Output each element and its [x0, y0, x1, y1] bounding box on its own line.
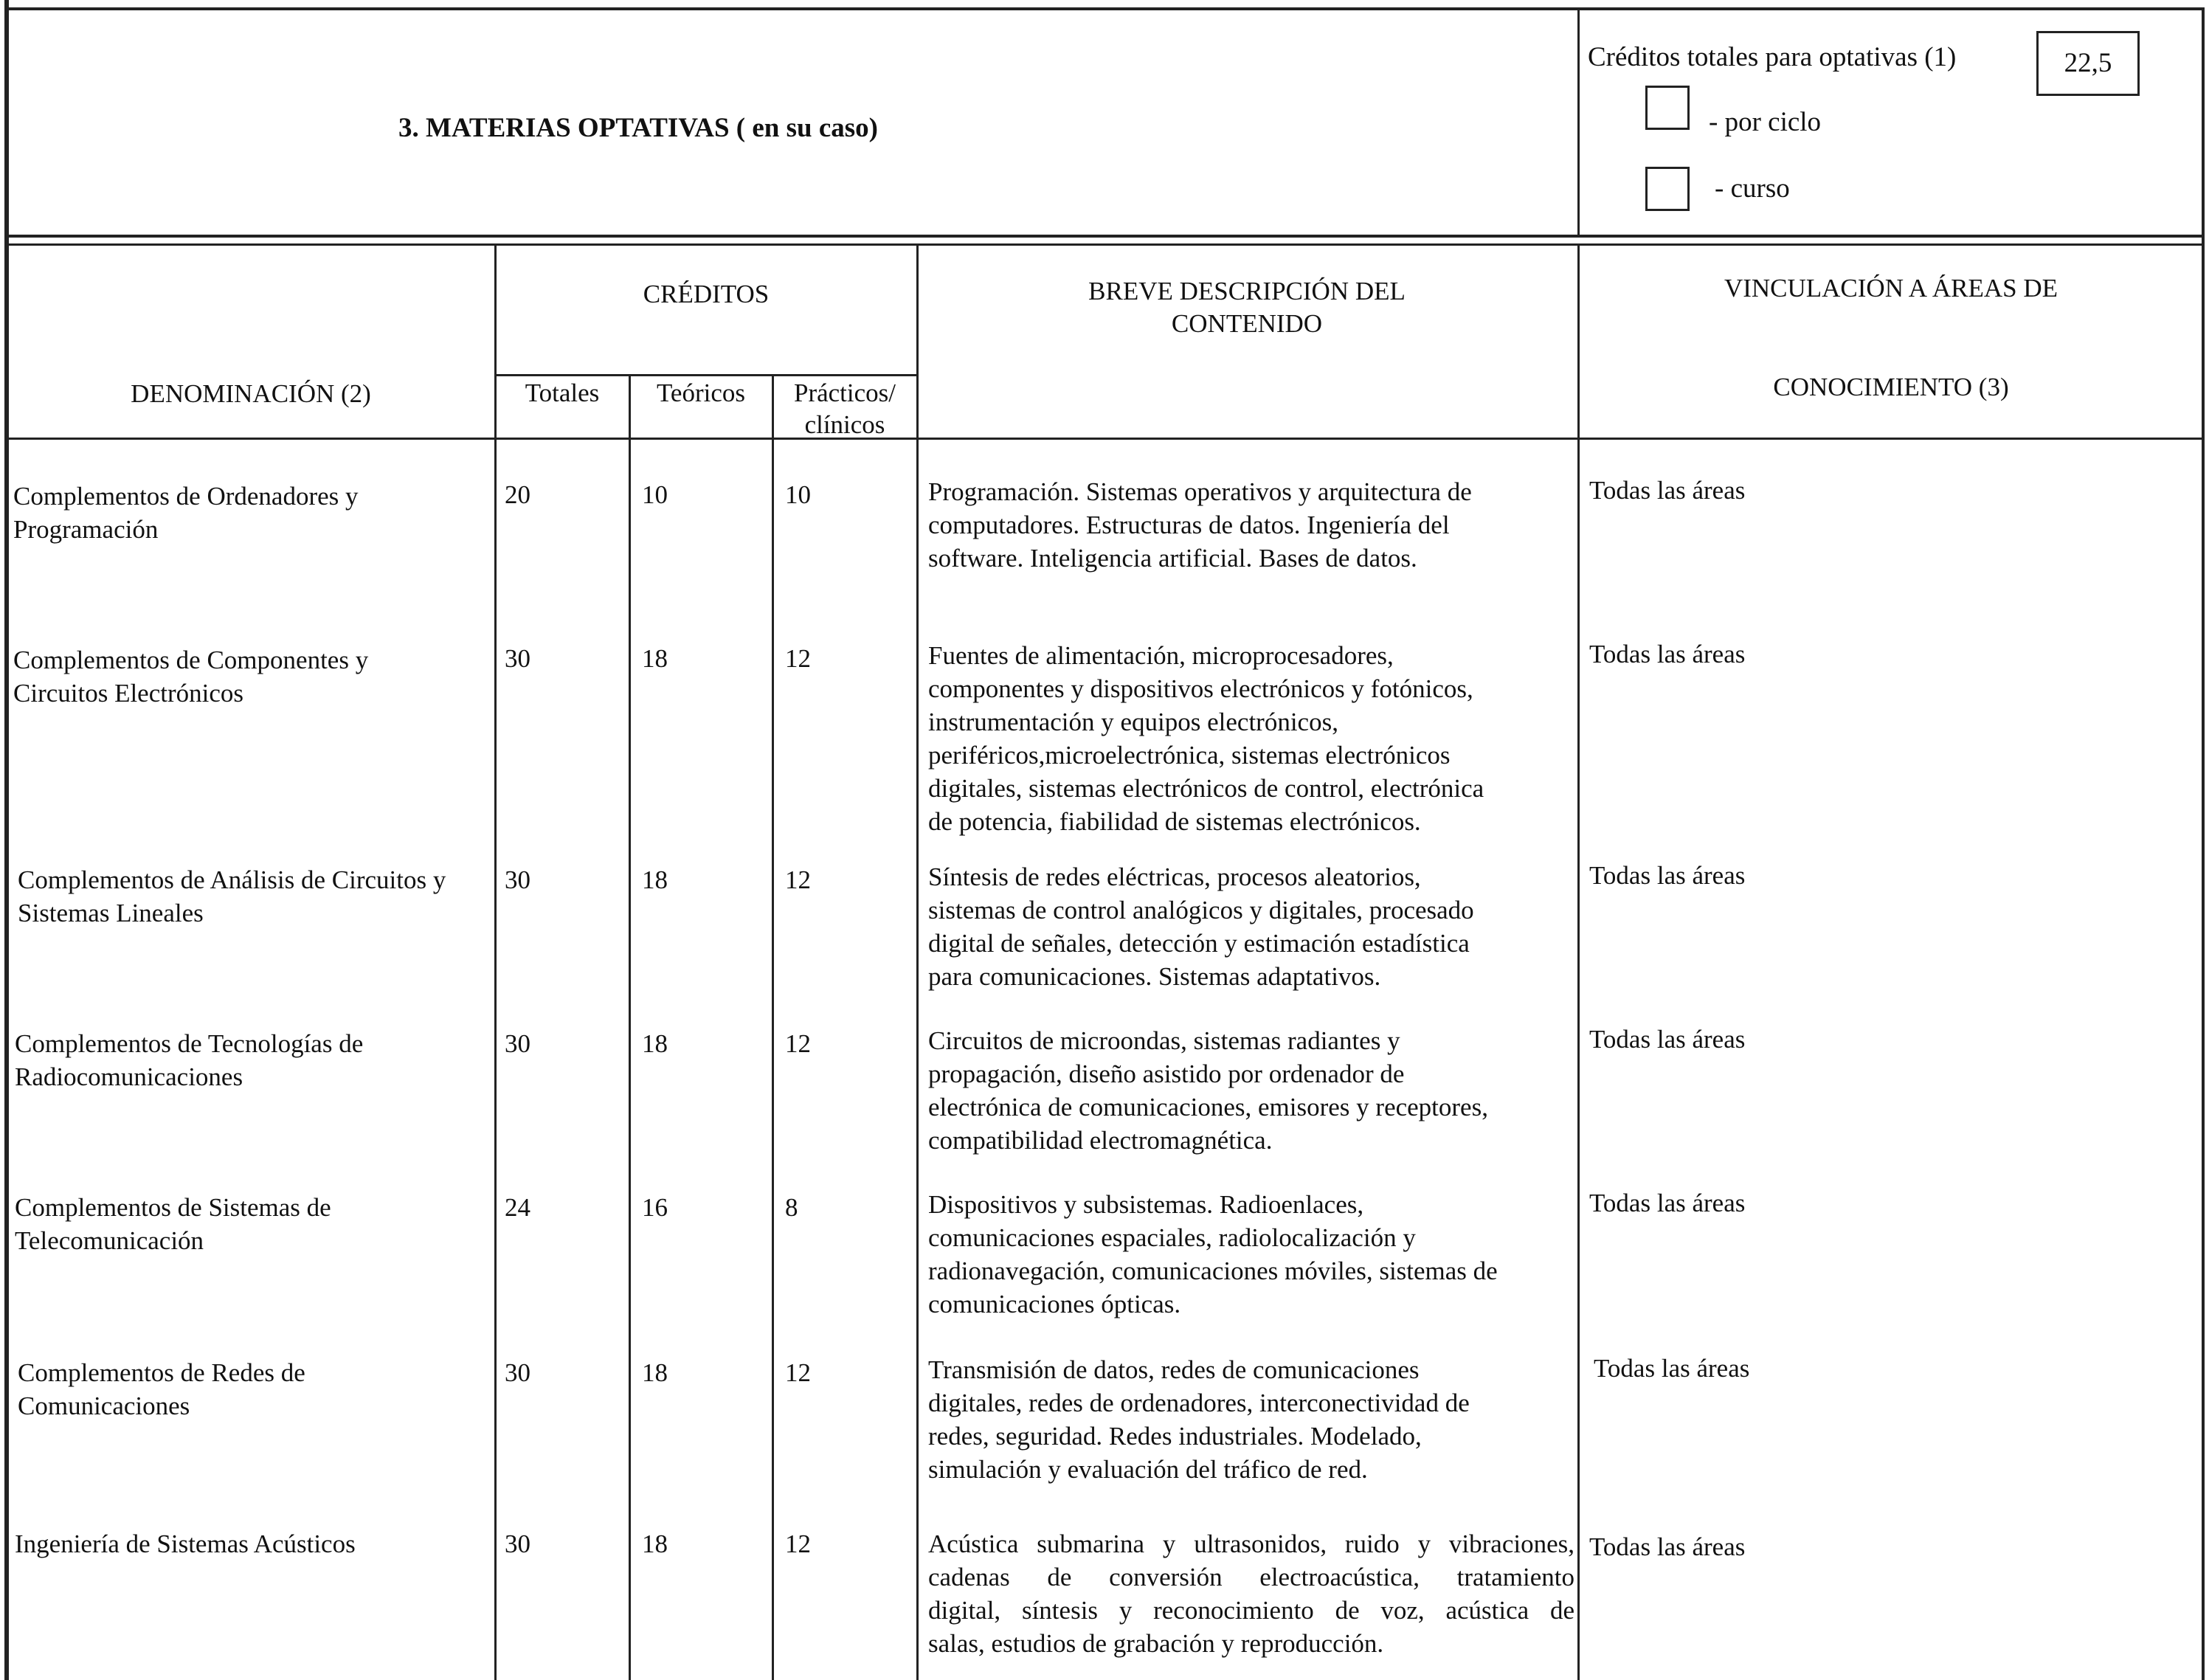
denominacion-line: Sistemas Lineales [18, 899, 204, 927]
descripcion-line: sistemas de control analógicos y digitales, procesado [928, 896, 1474, 924]
descripcion-line: Acústica submarina y ultrasonidos, ruido y vibraciones, [928, 1529, 1574, 1558]
row-teoricos: 18 [642, 1358, 668, 1387]
row-descripcion [928, 860, 1570, 993]
header-creditos: CRÉDITOS [643, 280, 770, 308]
row-teoricos: 18 [642, 1029, 668, 1058]
row-practicos: 12 [785, 865, 811, 894]
row-totales: 30 [505, 1358, 530, 1387]
row-denominacion [15, 1191, 487, 1257]
credits-total-value: 22,5 [2036, 31, 2140, 96]
descripcion-line: propagación, diseño asistido por ordenador de [928, 1059, 1405, 1088]
descripcion-line: para comunicaciones. Sistemas adaptativos. [928, 962, 1381, 991]
title-divider [1577, 9, 1580, 236]
descripcion-line: compatibilidad electromagnética. [928, 1126, 1273, 1155]
col-divider-3 [772, 374, 774, 1680]
row-totales: 30 [505, 865, 530, 894]
descripcion-line: digital de señales, detección y estimación estadística [928, 929, 1470, 958]
denominacion-line: Complementos de Ordenadores y [13, 482, 359, 511]
descripcion-line: de potencia, fiabilidad de sistemas electrónicos. [928, 807, 1421, 836]
header-vinculacion-line2: CONOCIMIENTO (3) [1773, 373, 2009, 401]
descripcion-line: Transmisión de datos, redes de comunicaciones [928, 1355, 1420, 1384]
denominacion-line: Comunicaciones [18, 1392, 190, 1420]
descripcion-line: computadores. Estructuras de datos. Ingeniería del [928, 511, 1450, 539]
descripcion-line: simulación y evaluación del tráfico de red. [928, 1455, 1368, 1484]
frame-left-border [4, 0, 9, 1680]
descripcion-line: cadenas de conversión electroacústica, tratamiento [928, 1563, 1574, 1591]
row-practicos: 12 [785, 1358, 811, 1387]
por-ciclo-checkbox[interactable] [1645, 86, 1690, 130]
descripcion-line: electrónica de comunicaciones, emisores y receptores, [928, 1093, 1488, 1121]
credits-total-label: Créditos totales para optativas (1) [1588, 42, 1957, 72]
header-practicos-line1: Prácticos/ [793, 378, 896, 407]
row-areas: Todas las áreas [1589, 1189, 1746, 1217]
row-totales: 30 [505, 1029, 530, 1058]
row-areas: Todas las áreas [1589, 640, 1746, 668]
descripcion-line: redes, seguridad. Redes industriales. Modelado, [928, 1422, 1422, 1451]
col-divider-5 [1577, 243, 1580, 1680]
denominacion-line: Complementos de Tecnologías de [15, 1029, 364, 1058]
row-descripcion [928, 1353, 1570, 1486]
row-descripcion [928, 1024, 1570, 1157]
curso-checkbox[interactable] [1645, 167, 1690, 211]
header-practicos-line2: clínicos [804, 410, 885, 439]
descripcion-line: Programación. Sistemas operativos y arquitectura de [928, 477, 1472, 506]
row-teoricos: 18 [642, 644, 668, 673]
row-areas: Todas las áreas [1589, 476, 1746, 505]
col-divider-1 [494, 243, 497, 1680]
row-practicos: 10 [785, 480, 811, 509]
row-descripcion [928, 1188, 1570, 1321]
header-top-rule [4, 243, 2205, 246]
row-totales: 30 [505, 644, 530, 673]
row-descripcion [928, 475, 1570, 575]
row-denominacion [18, 863, 490, 930]
descripcion-line: Dispositivos y subsistemas. Radioenlaces, [928, 1190, 1364, 1219]
descripcion-line: comunicaciones espaciales, radiolocalización y [928, 1223, 1416, 1252]
denominacion-line: Programación [13, 515, 159, 544]
descripcion-line: comunicaciones ópticas. [928, 1290, 1181, 1318]
descripcion-line: periféricos,microelectrónica, sistemas electrónicos [928, 741, 1451, 770]
row-descripcion [928, 639, 1570, 838]
row-practicos: 8 [785, 1193, 798, 1222]
title-bottom-rule [4, 235, 2205, 238]
descripcion-line: Fuentes de alimentación, microprocesadores, [928, 641, 1394, 670]
descripcion-line: componentes y dispositivos electrónicos y fotónicos, [928, 674, 1473, 703]
col-divider-4 [916, 243, 919, 1680]
denominacion-line: Telecomunicación [15, 1226, 204, 1255]
header-bottom-rule [4, 438, 2205, 440]
row-areas: Todas las áreas [1594, 1354, 1750, 1383]
row-descripcion [928, 1527, 1574, 1660]
row-totales: 24 [505, 1193, 530, 1222]
row-areas: Todas las áreas [1589, 1532, 1746, 1561]
frame-right-border [2202, 9, 2205, 1680]
header-descripcion-line1: BREVE DESCRIPCIÓN DEL [1088, 277, 1406, 305]
header-vinculacion-line1: VINCULACIÓN A ÁREAS DE [1724, 274, 2058, 303]
row-teoricos: 18 [642, 1529, 668, 1558]
row-practicos: 12 [785, 1529, 811, 1558]
col-divider-2 [629, 374, 631, 1680]
row-denominacion [15, 1027, 487, 1093]
row-areas: Todas las áreas [1589, 1025, 1746, 1054]
denominacion-line: Radiocomunicaciones [15, 1062, 243, 1091]
header-totales: Totales [525, 378, 600, 407]
denominacion-line: Complementos de Análisis de Circuitos y [18, 865, 446, 894]
header-teoricos: Teóricos [656, 378, 745, 407]
row-teoricos: 16 [642, 1193, 668, 1222]
denominacion-line: Complementos de Componentes y [13, 646, 369, 674]
section-title: 3. MATERIAS OPTATIVAS ( en su caso) [398, 113, 878, 143]
descripcion-line: instrumentación y equipos electrónicos, [928, 708, 1338, 736]
row-totales: 30 [505, 1529, 530, 1558]
row-areas: Todas las áreas [1589, 861, 1746, 890]
row-denominacion [18, 1356, 490, 1423]
header-descripcion-line2: CONTENIDO [1171, 309, 1323, 338]
row-teoricos: 10 [642, 480, 668, 509]
descripcion-line: radionavegación, comunicaciones móviles, sistemas de [928, 1256, 1498, 1285]
denominacion-line: Circuitos Electrónicos [13, 679, 244, 708]
row-practicos: 12 [785, 644, 811, 673]
descripcion-line: salas, estudios de grabación y reproducción. [928, 1629, 1384, 1658]
denominacion-line: Ingeniería de Sistemas Acústicos [15, 1529, 356, 1558]
descripcion-line: digital, síntesis y reconocimiento de voz, acústica de [928, 1596, 1574, 1625]
descripcion-line: Síntesis de redes eléctricas, procesos aleatorios, [928, 863, 1421, 891]
descripcion-line: software. Inteligencia artificial. Bases de datos. [928, 544, 1417, 573]
row-totales: 20 [505, 480, 530, 509]
frame-top-border [4, 7, 2205, 10]
denominacion-line: Complementos de Sistemas de [15, 1193, 331, 1222]
header-denominacion: DENOMINACIÓN (2) [131, 379, 371, 408]
row-denominacion [13, 480, 485, 546]
descripcion-line: Circuitos de microondas, sistemas radiantes y [928, 1026, 1400, 1055]
row-teoricos: 18 [642, 865, 668, 894]
row-denominacion [13, 643, 485, 710]
descripcion-line: digitales, sistemas electrónicos de control, electrónica [928, 774, 1484, 803]
por-ciclo-label: - por ciclo [1709, 107, 1822, 137]
denominacion-line: Complementos de Redes de [18, 1358, 305, 1387]
row-practicos: 12 [785, 1029, 811, 1058]
curso-label: - curso [1715, 173, 1790, 204]
descripcion-line: digitales, redes de ordenadores, interconectividad de [928, 1389, 1470, 1417]
row-denominacion [15, 1527, 487, 1560]
